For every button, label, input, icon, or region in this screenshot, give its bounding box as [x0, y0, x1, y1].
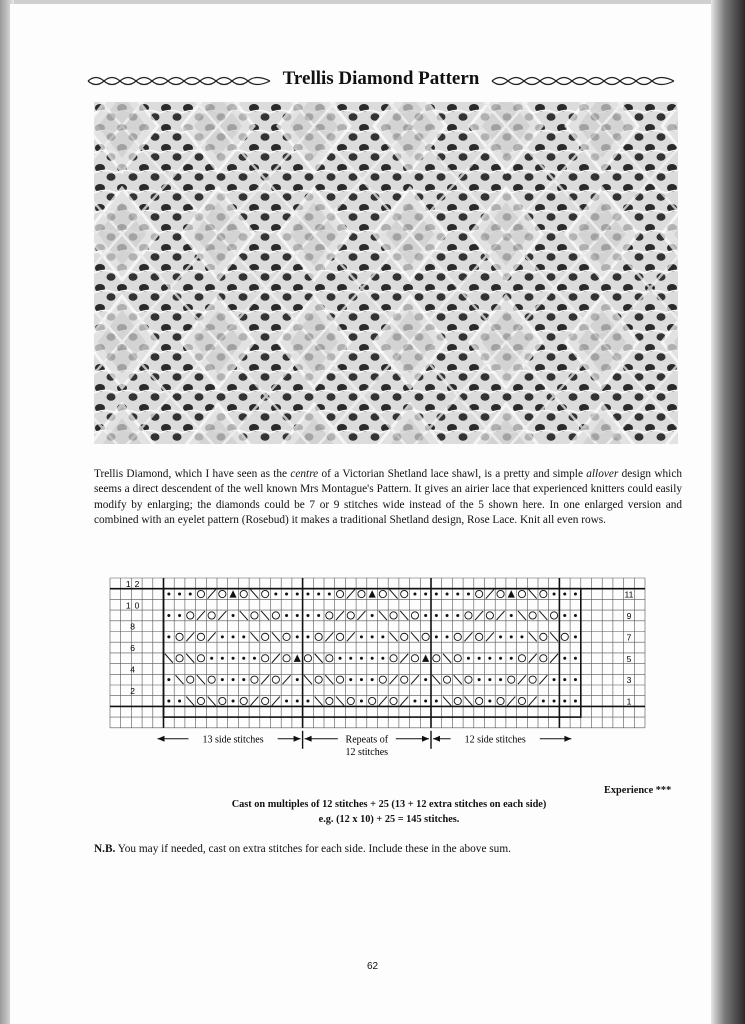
knit-stitch-mark	[285, 700, 288, 703]
skpo-mark	[390, 590, 398, 599]
k2tog-mark	[218, 611, 226, 620]
yarn-over-mark	[518, 590, 525, 597]
knit-stitch-mark	[360, 635, 363, 638]
description-text: of a Victorian Shetland lace shawl, is a pretty and simple	[318, 468, 587, 480]
description-paragraph	[94, 467, 682, 528]
yarn-over-mark	[240, 590, 247, 597]
yarn-over-mark	[272, 612, 279, 619]
knit-stitch-mark	[467, 593, 470, 596]
knit-stitch-mark	[510, 657, 513, 660]
yarn-over-mark	[219, 697, 226, 704]
k2tog-mark	[347, 590, 355, 599]
skpo-mark	[315, 697, 323, 706]
yarn-over-mark	[454, 655, 461, 662]
side-right-label: 12 side stitches	[464, 734, 526, 746]
knit-stitch-mark	[242, 678, 245, 681]
row-number-right: 1	[626, 696, 632, 707]
row-number-right: 5	[626, 653, 632, 664]
knit-stitch-mark	[296, 700, 299, 703]
knit-stitch-mark	[232, 678, 235, 681]
knit-stitch-mark	[285, 614, 288, 617]
k2tog-mark	[411, 675, 419, 684]
knit-stitch-mark	[488, 678, 491, 681]
yarn-over-mark	[497, 590, 504, 597]
knit-stitch-mark	[563, 700, 566, 703]
nb-label: N.B.	[94, 843, 116, 855]
skpo-mark	[250, 632, 258, 641]
yarn-over-mark	[208, 612, 215, 619]
knit-stitch-mark	[296, 678, 299, 681]
knit-stitch-mark	[306, 593, 309, 596]
knit-stitch-mark	[317, 614, 320, 617]
description-text: design which seems a direct descendent of the well known Mrs Montague's Pattern. It gives an airier lace that experienced knitters could easily modify by enlarging; the diamonds could be 7 or 9 stitches wide instead of the 5 shown here. In one enlarged version and combined with an eyelet pattern (Rosebud) it makes a traditional Shetland design, Rose Lace. Knit all even rows.	[94, 468, 682, 526]
skpo-mark	[186, 654, 194, 663]
yarn-over-mark	[187, 676, 194, 683]
knit-stitch-mark	[317, 593, 320, 596]
knit-stitch-mark	[574, 635, 577, 638]
k2tog-mark	[208, 590, 216, 599]
knit-stitch-mark	[381, 657, 384, 660]
yarn-over-mark	[187, 612, 194, 619]
knit-stitch-mark	[221, 657, 224, 660]
sk2po-mark	[508, 590, 515, 597]
knit-stitch-mark	[563, 678, 566, 681]
yarn-over-mark	[219, 590, 226, 597]
yarn-over-mark	[336, 633, 343, 640]
knit-stitch-mark	[189, 593, 192, 596]
yarn-over-mark	[422, 633, 429, 640]
repeat-label-2: 12 stitches	[345, 746, 389, 758]
description-emphasis: centre	[290, 468, 319, 480]
yarn-over-mark	[347, 697, 354, 704]
knit-stitch-mark	[553, 678, 556, 681]
knit-stitch-mark	[563, 657, 566, 660]
skpo-mark	[390, 632, 398, 641]
yarn-over-mark	[433, 655, 440, 662]
knit-stitch-mark	[574, 593, 577, 596]
knit-stitch-mark	[167, 635, 170, 638]
knit-stitch-mark	[167, 593, 170, 596]
knit-stitch-mark	[306, 700, 309, 703]
knit-stitch-mark	[510, 614, 513, 617]
skpo-mark	[454, 675, 462, 684]
skpo-mark	[176, 675, 184, 684]
k2tog-mark	[197, 611, 205, 620]
knit-stitch-mark	[381, 635, 384, 638]
yarn-over-mark	[272, 676, 279, 683]
k2tog-mark	[475, 611, 483, 620]
knit-stitch-mark	[253, 657, 256, 660]
yarn-over-mark	[465, 612, 472, 619]
yarn-over-mark	[326, 655, 333, 662]
repeat-label: Repeats of	[345, 734, 389, 746]
row-number-right: 3	[626, 675, 632, 686]
skpo-mark	[336, 697, 344, 706]
skpo-mark	[379, 611, 387, 620]
skpo-mark	[400, 611, 408, 620]
skpo-mark	[240, 611, 248, 620]
k2tog-mark	[357, 611, 365, 620]
yarn-over-mark	[208, 676, 215, 683]
knit-stitch-mark	[435, 635, 438, 638]
skpo-mark	[197, 675, 205, 684]
yarn-over-mark	[197, 633, 204, 640]
k2tog-mark	[518, 675, 526, 684]
knit-stitch-mark	[413, 593, 416, 596]
knit-stitch-mark	[296, 593, 299, 596]
knit-stitch-mark	[371, 614, 374, 617]
k2tog-mark	[497, 611, 505, 620]
knit-stitch-mark	[232, 700, 235, 703]
skpo-mark	[186, 697, 194, 706]
k2tog-mark	[400, 697, 408, 706]
title-row	[86, 68, 676, 94]
nb-text: You may if needed, cast on extra stitches for each side. Include these in the above sum.	[115, 843, 511, 855]
k2tog-mark	[539, 675, 547, 684]
yarn-over-mark	[315, 676, 322, 683]
knit-stitch-mark	[360, 678, 363, 681]
cast-on-line-1: Cast on multiples of 12 stitches + 25 (13 + 12 extra stitches on each side)	[231, 799, 547, 810]
yarn-over-mark	[251, 612, 258, 619]
knit-stitch-mark	[563, 593, 566, 596]
knit-stitch-mark	[371, 678, 374, 681]
yarn-over-mark	[497, 697, 504, 704]
knit-stitch-mark	[563, 614, 566, 617]
knit-stitch-mark	[210, 657, 213, 660]
skpo-mark	[208, 697, 216, 706]
experience-rating	[604, 785, 671, 796]
knit-stitch-mark	[467, 657, 470, 660]
knit-stitch-mark	[424, 593, 427, 596]
knit-stitch-mark	[542, 700, 545, 703]
row-number-left: 8	[130, 621, 139, 632]
knit-stitch-mark	[178, 614, 181, 617]
yarn-over-mark	[518, 655, 525, 662]
yarn-over-mark	[262, 655, 269, 662]
knit-stitch-mark	[574, 700, 577, 703]
yarn-over-mark	[336, 590, 343, 597]
knit-stitch-mark	[232, 657, 235, 660]
k2tog-mark	[464, 632, 472, 641]
skpo-mark	[411, 632, 419, 641]
yarn-over-mark	[240, 697, 247, 704]
knit-stitch-mark	[478, 678, 481, 681]
sk2po-mark	[422, 654, 429, 661]
nb-note	[94, 843, 511, 855]
yarn-over-mark	[476, 633, 483, 640]
k2tog-mark	[347, 632, 355, 641]
skpo-mark	[443, 697, 451, 706]
knit-stitch-mark	[424, 614, 427, 617]
skpo-mark	[464, 697, 472, 706]
k2tog-mark	[272, 697, 280, 706]
yarn-over-mark	[465, 676, 472, 683]
side-left-arrow-head	[158, 736, 165, 742]
row-number-left: 4	[130, 664, 139, 675]
k2tog-mark	[261, 675, 269, 684]
knit-stitch-mark	[306, 635, 309, 638]
yarn-over-mark	[262, 697, 269, 704]
k2tog-mark	[529, 697, 537, 706]
row-number-left: 12	[125, 578, 144, 589]
yarn-over-mark	[326, 697, 333, 704]
side-right-arrow-head	[433, 736, 440, 742]
knit-stitch-mark	[456, 614, 459, 617]
knit-stitch-mark	[446, 614, 449, 617]
k2tog-mark	[529, 654, 537, 663]
knit-stitch-mark	[296, 635, 299, 638]
yarn-over-mark	[540, 590, 547, 597]
yarn-over-mark	[540, 633, 547, 640]
skpo-mark	[432, 675, 440, 684]
yarn-over-mark	[443, 676, 450, 683]
yarn-over-mark	[262, 633, 269, 640]
knit-stitch-mark	[499, 657, 502, 660]
knit-stitch-mark	[510, 635, 513, 638]
skpo-mark	[165, 654, 173, 663]
yarn-over-mark	[411, 655, 418, 662]
yarn-over-mark	[476, 697, 483, 704]
knit-stitch-mark	[349, 657, 352, 660]
yarn-over-mark	[401, 676, 408, 683]
k2tog-mark	[272, 654, 280, 663]
k2tog-mark	[325, 632, 333, 641]
yarn-over-mark	[561, 633, 568, 640]
knit-stitch-mark	[360, 700, 363, 703]
yarn-over-mark	[283, 633, 290, 640]
repeat-arrow-head	[422, 736, 429, 742]
knit-stitch-mark	[553, 593, 556, 596]
yarn-over-mark	[315, 633, 322, 640]
yarn-over-mark	[251, 676, 258, 683]
yarn-over-mark	[454, 697, 461, 704]
skpo-mark	[550, 632, 558, 641]
skpo-mark	[518, 611, 526, 620]
row-number-left: 2	[130, 685, 139, 696]
knit-stitch-mark	[285, 593, 288, 596]
yarn-over-mark	[390, 697, 397, 704]
yarn-over-mark	[401, 633, 408, 640]
k2tog-mark	[379, 697, 387, 706]
knit-stitch-mark	[232, 635, 235, 638]
knit-stitch-mark	[488, 657, 491, 660]
knit-stitch-mark	[446, 593, 449, 596]
skpo-mark	[261, 611, 269, 620]
yarn-over-mark	[347, 612, 354, 619]
yarn-over-mark	[197, 590, 204, 597]
knit-stitch-mark	[371, 635, 374, 638]
yarn-over-mark	[550, 612, 557, 619]
knit-stitch-mark	[435, 700, 438, 703]
k2tog-mark	[336, 611, 344, 620]
yarn-over-mark	[379, 676, 386, 683]
description-emphasis: allover	[586, 468, 619, 480]
skpo-mark	[250, 590, 258, 599]
knit-stitch-mark	[424, 700, 427, 703]
description-text: Trellis Diamond, which I have seen as the	[94, 468, 291, 480]
yarn-over-mark	[529, 676, 536, 683]
yarn-over-mark	[197, 697, 204, 704]
yarn-over-mark	[336, 676, 343, 683]
knit-stitch-mark	[306, 614, 309, 617]
yarn-over-mark	[369, 697, 376, 704]
k2tog-mark	[486, 632, 494, 641]
sk2po-mark	[294, 654, 301, 661]
knit-stitch-mark	[274, 593, 277, 596]
yarn-over-mark	[176, 633, 183, 640]
skpo-mark	[315, 654, 323, 663]
knit-stitch-mark	[167, 700, 170, 703]
knit-stitch-mark	[446, 635, 449, 638]
sk2po-mark	[229, 590, 236, 597]
row-number-right: 9	[626, 610, 632, 621]
knit-stitch-mark	[456, 593, 459, 596]
knit-stitch-mark	[360, 657, 363, 660]
k2tog-mark	[400, 654, 408, 663]
knit-stitch-mark	[435, 593, 438, 596]
side-left-label: 13 side stitches	[202, 734, 264, 746]
knit-stitch-mark	[221, 678, 224, 681]
knit-stitch-mark	[296, 614, 299, 617]
skpo-mark	[539, 611, 547, 620]
k2tog-mark	[390, 675, 398, 684]
side-left-arrow-head	[294, 736, 301, 742]
skpo-mark	[325, 675, 333, 684]
knit-stitch-mark	[328, 593, 331, 596]
yarn-over-mark	[358, 590, 365, 597]
row-number-right: 11	[624, 589, 634, 600]
knitted-lace-swatch-icon	[94, 102, 678, 444]
skpo-mark	[272, 632, 280, 641]
row-number-left: 10	[125, 600, 144, 611]
yarn-over-mark	[390, 655, 397, 662]
k2tog-mark	[250, 697, 258, 706]
yarn-over-mark	[411, 612, 418, 619]
right-ornament-icon	[490, 74, 676, 88]
yarn-over-mark	[401, 590, 408, 597]
knit-stitch-mark	[167, 678, 170, 681]
k2tog-mark	[283, 675, 291, 684]
yarn-over-mark	[304, 655, 311, 662]
knit-stitch-mark	[232, 614, 235, 617]
knit-stitch-mark	[499, 635, 502, 638]
yarn-over-mark	[197, 655, 204, 662]
yarn-over-mark	[283, 655, 290, 662]
yarn-over-mark	[476, 590, 483, 597]
knit-stitch-mark	[178, 593, 181, 596]
yarn-over-mark	[262, 590, 269, 597]
knit-stitch-mark	[478, 657, 481, 660]
sk2po-mark	[369, 590, 376, 597]
page-number: 62	[366, 961, 379, 972]
yarn-over-mark	[176, 655, 183, 662]
yarn-over-mark	[390, 612, 397, 619]
knit-stitch-mark	[435, 614, 438, 617]
skpo-mark	[529, 590, 537, 599]
knit-stitch-mark	[242, 657, 245, 660]
k2tog-mark	[186, 632, 194, 641]
knit-stitch-mark	[242, 635, 245, 638]
yarn-over-mark	[540, 655, 547, 662]
knit-stitch-mark	[413, 700, 416, 703]
skpo-mark	[529, 632, 537, 641]
knit-stitch-mark	[349, 678, 352, 681]
experience-stars: ***	[655, 785, 672, 796]
knitting-chart	[96, 566, 666, 758]
knit-stitch-mark	[221, 635, 224, 638]
knit-stitch-mark	[488, 700, 491, 703]
page-title: Trellis Diamond Pattern	[282, 68, 480, 89]
k2tog-mark	[486, 590, 494, 599]
yarn-over-mark	[518, 697, 525, 704]
yarn-over-mark	[529, 612, 536, 619]
knit-stitch-mark	[574, 614, 577, 617]
knit-stitch-mark	[167, 614, 170, 617]
cast-on-line-2: e.g. (12 x 10) + 25 = 145 stitches.	[318, 814, 460, 825]
knit-stitch-mark	[553, 700, 556, 703]
knit-stitch-mark	[339, 657, 342, 660]
knit-stitch-mark	[178, 700, 181, 703]
knit-stitch-mark	[499, 678, 502, 681]
skpo-mark	[304, 675, 312, 684]
row-number-left: 6	[130, 643, 139, 654]
k2tog-mark	[208, 632, 216, 641]
yarn-over-mark	[508, 676, 515, 683]
repeat-arrow-head	[305, 736, 312, 742]
knit-stitch-mark	[520, 635, 523, 638]
knit-stitch-mark	[574, 657, 577, 660]
skpo-mark	[443, 654, 451, 663]
experience-label: Experience	[604, 785, 654, 796]
yarn-over-mark	[326, 612, 333, 619]
page-edge-shadow	[711, 0, 745, 1024]
row-number-right: 7	[626, 632, 632, 643]
knit-stitch-mark	[424, 678, 427, 681]
yarn-over-mark	[486, 612, 493, 619]
side-right-arrow-head	[564, 736, 571, 742]
k2tog-mark	[507, 697, 515, 706]
yarn-over-mark	[454, 633, 461, 640]
knit-stitch-mark	[574, 678, 577, 681]
knit-stitch-mark	[371, 657, 374, 660]
yarn-over-mark	[379, 590, 386, 597]
k2tog-mark	[550, 654, 558, 663]
